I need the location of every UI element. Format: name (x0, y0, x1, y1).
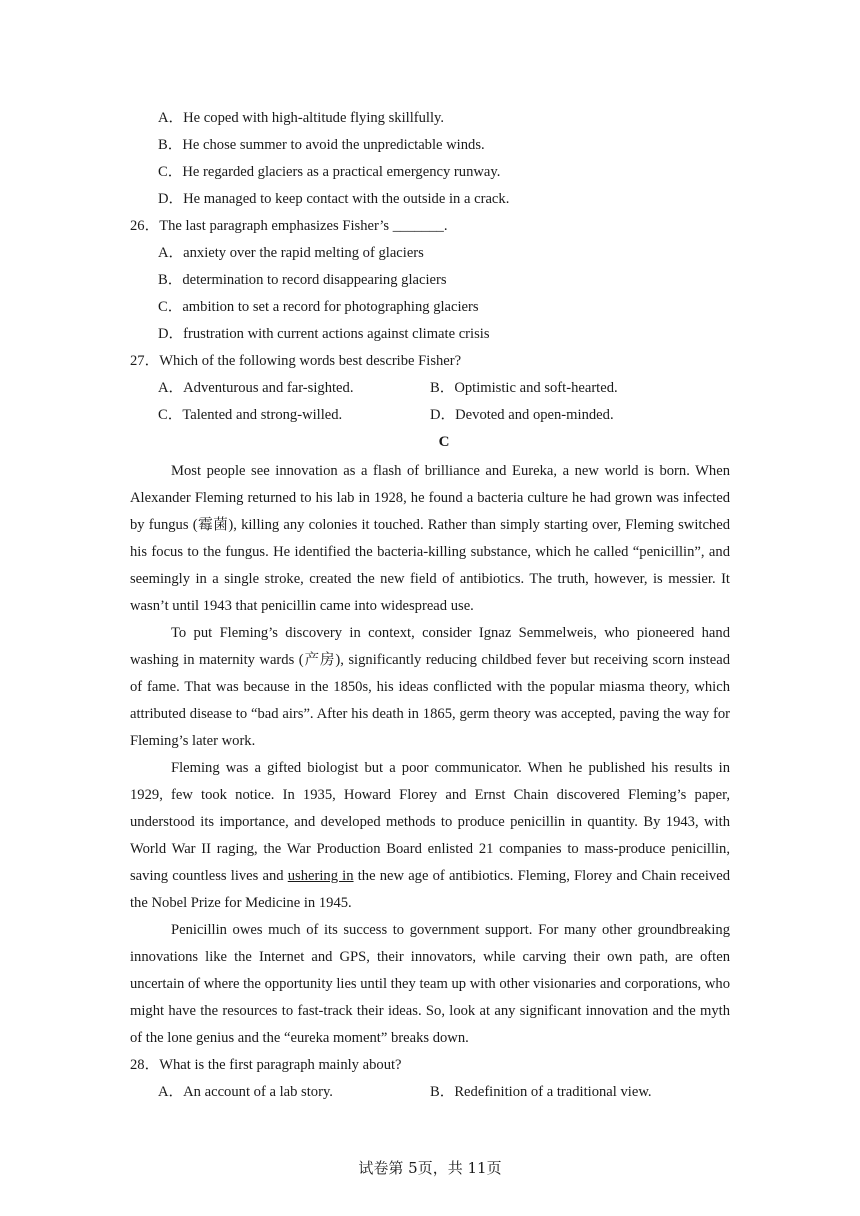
passage-paragraph-4: Penicillin owes much of its success to government support. For many other groundbreaking innovations like the Internet and GPS, their innovators, while carving their own path, are often uncertain of where the opportunity lies until they team up with other visionaries and corporations, who might have the resources to fast-track their ideas. So, look at any significant innovation and the myth of the lone genius and the “eureka moment” breaks down. (130, 922, 730, 1046)
q26-option-b: B．determination to record disappearing glaciers (158, 272, 447, 288)
underlined-phrase: ushering in (287, 868, 354, 884)
q25-option-a: A．He coped with high-altitude flying skillfully. (158, 110, 445, 126)
q28-option-a: A．An account of a lab story. (158, 1084, 333, 1100)
page-footer: 试卷第 5页，共 11页 (358, 1159, 502, 1177)
q26-option-a: A．anxiety over the rapid melting of glaciers (158, 245, 424, 261)
q25-option-c: C．He regarded glaciers as a practical emergency runway. (158, 164, 501, 180)
q25-option-d: D．He managed to keep contact with the outside in a crack. (158, 191, 510, 207)
q27-option-b: B．Optimistic and soft-hearted. (430, 380, 618, 396)
q27-stem: 27．Which of the following words best describe Fisher? (130, 353, 462, 369)
section-label: C (438, 434, 450, 450)
q26-stem: 26．The last paragraph emphasizes Fisher’s _______. (130, 218, 448, 234)
q28-option-b: B．Redefinition of a traditional view. (430, 1084, 652, 1100)
passage-paragraph-1: Most people see innovation as a flash of brilliance and Eureka, a new world is born. When Alexander Fleming returned to his lab in 1928, he found a bacteria culture he had grown was infected by fungus (霉菌), killing any colonies it touched. Rather than simply starting over, Fleming switched his focus to the fungus. He identified the bacteria-killing substance, which he called “penicillin”, and seemingly in a single stroke, created the new field of antibiotics. The truth, however, is messier. It wasn’t until 1943 that penicillin came into widespread use. (130, 463, 730, 614)
q28-stem: 28．What is the first paragraph mainly about? (130, 1057, 402, 1073)
paragraph-3-text-after: the new age of antibiotics. Fleming, Florey and Chain received the Nobel Prize for Medicine in 1945. (130, 868, 731, 911)
q27-option-a: A．Adventurous and far-sighted. (158, 380, 354, 396)
q27-option-c: C．Talented and strong-willed. (158, 407, 343, 423)
q27-option-d: D．Devoted and open-minded. (430, 407, 614, 423)
q26-option-d: D．frustration with current actions against climate crisis (158, 326, 490, 342)
passage-paragraph-2: To put Fleming’s discovery in context, consider Ignaz Semmelweis, who pioneered hand washing in maternity wards (产房), significantly reducing childbed fever but receiving scorn instead of fame. That was because in the 1850s, his ideas conflicted with the popular miasma theory, which attributed disease to “bad airs”. After his death in 1865, germ theory was accepted, paving the way for Fleming’s later work. (130, 625, 730, 749)
q26-option-c: C．ambition to set a record for photographing glaciers (158, 299, 479, 315)
q25-option-b: B．He chose summer to avoid the unpredictable winds. (158, 137, 485, 153)
paragraph-3-text-before: Fleming was a gifted biologist but a poor communicator. When he published his results in 1929, few took notice. In 1935, Howard Florey and Ernst Chain discovered Fleming’s paper, understood its importance, and developed methods to produce penicillin in quantity. By 1943, with World War II raging, the War Production Board enlisted 21 companies to mass-produce penicillin, saving countless lives and (130, 760, 730, 884)
passage-paragraph-3 (130, 755, 730, 917)
